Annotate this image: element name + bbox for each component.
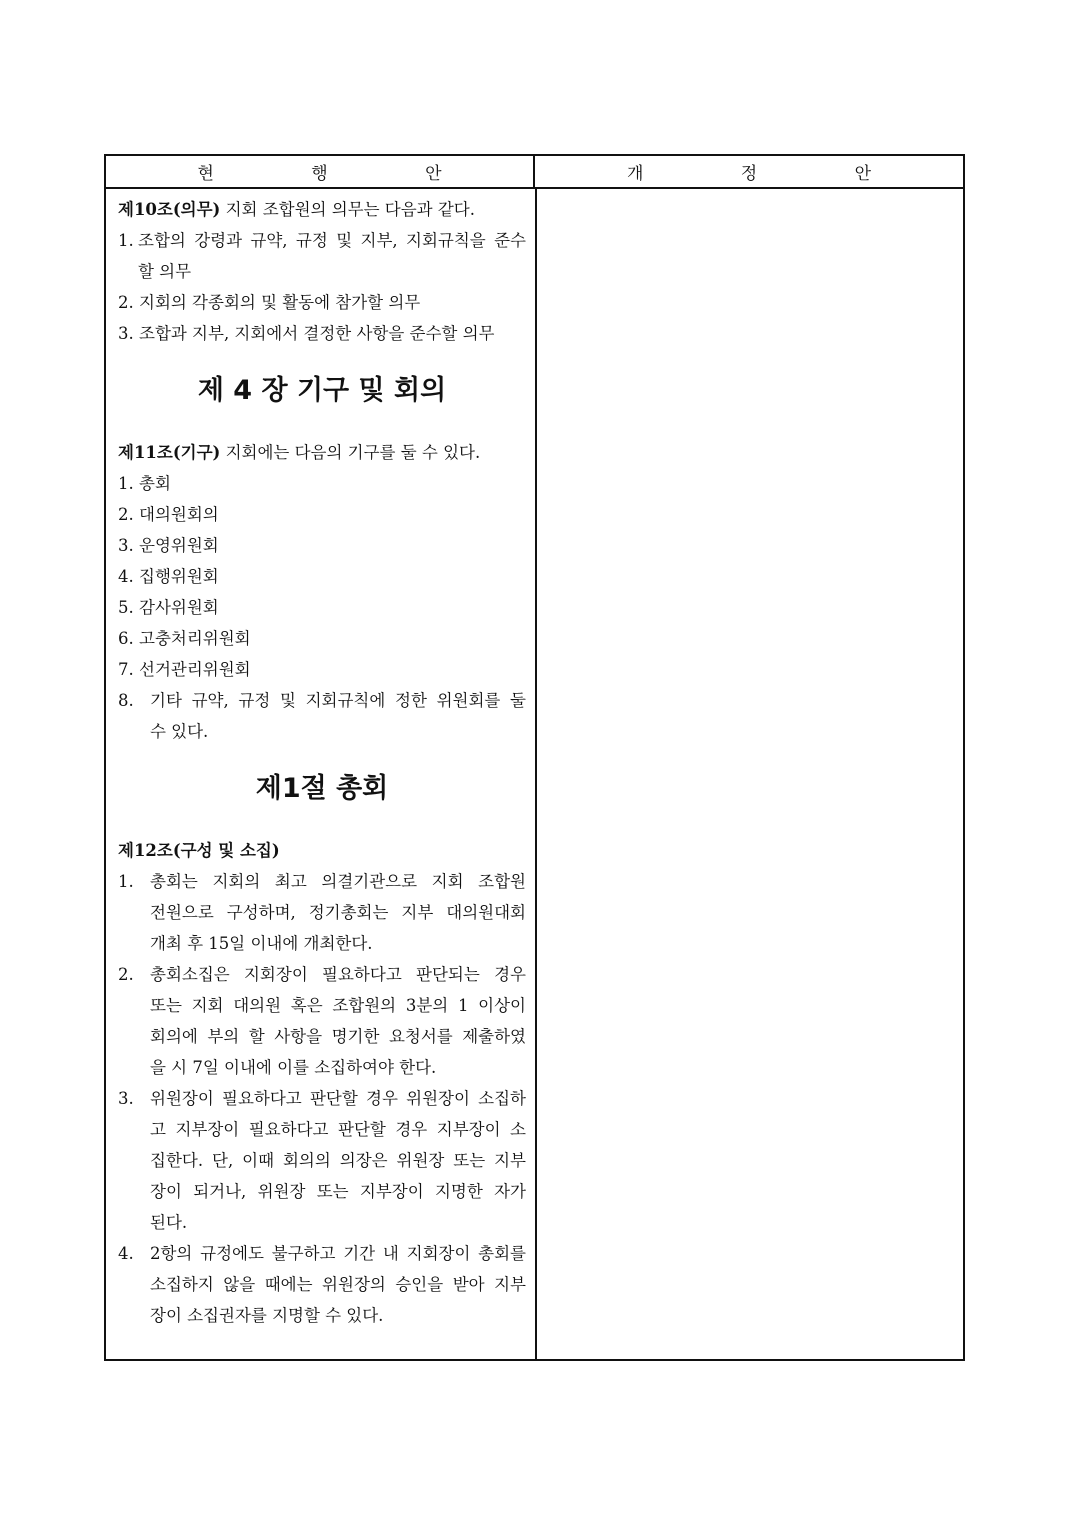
- article-11-item-4: 4. 집행위원회: [118, 567, 219, 586]
- article-12-item-4: 4. 2항의 규정에도 불구하고 기간 내 지회장이 총회를 소집하지 않을 때에는 위원장의 승인을 받아 지부 장이 소집권자를 지명할 수 있다.: [118, 1244, 526, 1325]
- article-12-item-2: 2. 총회소집은 지회장이 필요하다고 판단되는 경우 또는 지회 대의원 혹은 조합원의 3분의 1 이상이 회의에 부의 할 사항을 명기한 요청서를 제출하였 을 시 7일 이내에 이를 소집하여야 한다.: [118, 965, 526, 1077]
- article-11-item-8-line-1: 기타 규약, 규정 및 지회규칙에 정한 위원회를 둘: [150, 691, 526, 710]
- header-current: 현 행 안: [106, 156, 535, 187]
- article-10-intro: 지회 조합원의 의무는 다음과 같다.: [220, 200, 475, 219]
- article-12-item-1: 1. 총회는 지회의 최고 의결기관으로 지회 조합원 전원으로 구성하며, 정기총회는 지부 대의원대회 개최 후 15일 이내에 개최한다.: [118, 872, 526, 953]
- table-header: [106, 156, 963, 189]
- article-11-item-5: 5. 감사위원회: [118, 598, 219, 617]
- article-10-item-1-text: 조합의 강령과 규약, 규정 및 지부, 지회규칙을 준수: [138, 231, 526, 250]
- article-10-heading: [118, 194, 526, 225]
- article-11-item-2: 2. 대의원회의: [118, 505, 219, 524]
- article-11-item-6: 6. 고충처리위원회: [118, 629, 251, 648]
- article-11-item-1: 1. 총회: [118, 474, 171, 493]
- article-11-item-7: 7. 선거관리위원회: [118, 660, 251, 679]
- article-12-title: 제12조(구성 및 소집): [118, 841, 280, 860]
- article-10-item-1: 1. 조합의 강령과 규약, 규정 및 지부, 지회규칙을 준수 할 의무: [118, 225, 526, 287]
- comparison-table: [104, 154, 965, 1361]
- article-11-item-3: 3. 운영위원회: [118, 536, 219, 555]
- article-11-heading: [118, 437, 526, 468]
- article-11-title: 제11조(기구): [118, 443, 221, 462]
- article-10-item-2: 2. 지회의 각종회의 및 활동에 참가할 의무: [118, 293, 421, 312]
- article-10-item-1-cont: 할 의무: [138, 262, 192, 281]
- article-10-item-3: 3. 조합과 지부, 지회에서 결정한 사항을 준수할 의무: [118, 324, 495, 343]
- header-revised: 개 정 안: [626, 164, 918, 184]
- article-11-item-8: 8. 기타 규약, 규정 및 지회규칙에 정한 위원회를 둘 수 있다.: [118, 685, 526, 747]
- column-divider: [535, 187, 537, 1359]
- article-10-title: 제10조(의무): [118, 200, 221, 219]
- article-11-item-8-line-2: 수 있다.: [150, 722, 209, 741]
- current-column: [118, 194, 526, 1331]
- chapter-4-heading: 제 4 장 기구 및 회의: [197, 375, 447, 406]
- article-11-intro: 지회에는 다음의 기구를 둘 수 있다.: [220, 443, 481, 462]
- section-1-heading: 제1절 총회: [255, 773, 389, 804]
- article-12-item-3: 3. 위원장이 필요하다고 판단할 경우 위원장이 소집하 고 지부장이 필요하다고 판단할 경우 지부장이 소 집한다. 단, 이때 회의의 의장은 위원장 또는 지부 장이 되거나, 위원장 또는 지부장이 지명한 자가 된다.: [118, 1089, 526, 1232]
